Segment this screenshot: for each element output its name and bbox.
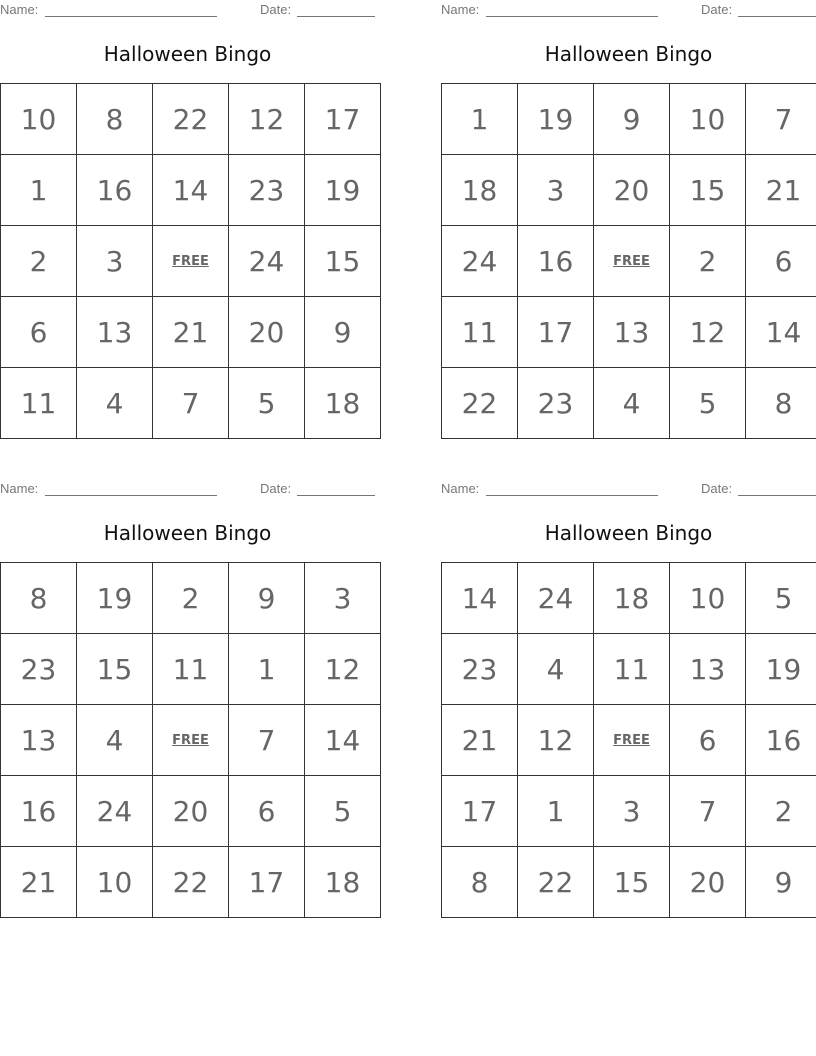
bingo-number-cell: 10 (77, 847, 153, 918)
bingo-number-cell: 5 (670, 368, 746, 439)
grid-row (1, 368, 381, 439)
bingo-number-cell: 1 (229, 634, 305, 705)
grid-row (442, 776, 816, 847)
card-header-fields (441, 2, 816, 20)
date-label: Date: (260, 2, 292, 17)
bingo-number-cell: 3 (518, 155, 594, 226)
grid-row (442, 297, 816, 368)
bingo-number-cell: 15 (305, 226, 381, 297)
bingo-grid (0, 562, 381, 918)
bingo-number-cell: 4 (518, 634, 594, 705)
bingo-number-cell: 21 (153, 297, 229, 368)
grid-row (442, 226, 816, 297)
bingo-number-cell: 11 (594, 634, 670, 705)
free-space-cell: FREE (594, 705, 670, 776)
card-header-fields (441, 481, 816, 499)
grid-row (1, 705, 381, 776)
card-title: Halloween Bingo (544, 42, 713, 66)
bingo-number-cell: 7 (229, 705, 305, 776)
bingo-number-cell: 19 (746, 634, 816, 705)
bingo-number-cell: 3 (594, 776, 670, 847)
bingo-number-cell: 24 (77, 776, 153, 847)
name-blank-line (45, 2, 217, 17)
card-title: Halloween Bingo (544, 521, 713, 545)
bingo-number-cell: 19 (77, 563, 153, 634)
bingo-number-cell: 11 (442, 297, 518, 368)
bingo-number-cell: 12 (305, 634, 381, 705)
date-blank-line (297, 481, 375, 496)
grid-row (442, 368, 816, 439)
bingo-number-cell: 20 (594, 155, 670, 226)
grid-row (1, 634, 381, 705)
bingo-number-cell: 8 (1, 563, 77, 634)
name-label: Name: (0, 2, 39, 17)
bingo-number-cell: 18 (442, 155, 518, 226)
grid-row (1, 776, 381, 847)
bingo-number-cell: 19 (305, 155, 381, 226)
bingo-number-cell: 20 (229, 297, 305, 368)
bingo-number-cell: 4 (77, 705, 153, 776)
bingo-number-cell: 17 (518, 297, 594, 368)
bingo-number-cell: 1 (1, 155, 77, 226)
bingo-number-cell: 5 (746, 563, 816, 634)
bingo-number-cell: 18 (305, 368, 381, 439)
card-header-fields (0, 2, 375, 20)
card-header-fields (0, 481, 375, 499)
bingo-number-cell: 7 (153, 368, 229, 439)
bingo-number-cell: 22 (153, 847, 229, 918)
grid-row (1, 84, 381, 155)
date-blank-line (297, 2, 375, 17)
bingo-number-cell: 7 (746, 84, 816, 155)
bingo-number-cell: 6 (670, 705, 746, 776)
bingo-number-cell: 16 (77, 155, 153, 226)
date-label: Date: (701, 2, 733, 17)
bingo-number-cell: 12 (518, 705, 594, 776)
bingo-number-cell: 24 (442, 226, 518, 297)
bingo-number-cell: 20 (153, 776, 229, 847)
bingo-number-cell: 11 (1, 368, 77, 439)
grid-row (1, 155, 381, 226)
bingo-number-cell: 9 (746, 847, 816, 918)
bingo-number-cell: 10 (1, 84, 77, 155)
bingo-number-cell: 3 (305, 563, 381, 634)
bingo-number-cell: 5 (305, 776, 381, 847)
bingo-number-cell: 21 (1, 847, 77, 918)
bingo-number-cell: 23 (518, 368, 594, 439)
bingo-number-cell: 19 (518, 84, 594, 155)
bingo-number-cell: 9 (229, 563, 305, 634)
bingo-number-cell: 18 (305, 847, 381, 918)
name-label: Name: (0, 481, 39, 496)
grid-row (1, 847, 381, 918)
name-blank-line (45, 481, 217, 496)
bingo-number-cell: 22 (518, 847, 594, 918)
bingo-number-cell: 2 (746, 776, 816, 847)
bingo-number-cell: 15 (77, 634, 153, 705)
bingo-number-cell: 2 (1, 226, 77, 297)
bingo-number-cell: 17 (305, 84, 381, 155)
grid-row (442, 847, 816, 918)
free-space-cell: FREE (594, 226, 670, 297)
grid-row (442, 563, 816, 634)
bingo-number-cell: 12 (670, 297, 746, 368)
bingo-number-cell: 13 (77, 297, 153, 368)
bingo-number-cell: 20 (670, 847, 746, 918)
bingo-number-cell: 10 (670, 84, 746, 155)
bingo-number-cell: 11 (153, 634, 229, 705)
bingo-grid (441, 562, 816, 918)
bingo-number-cell: 18 (594, 563, 670, 634)
bingo-number-cell: 2 (670, 226, 746, 297)
bingo-number-cell: 8 (77, 84, 153, 155)
date-label: Date: (260, 481, 292, 496)
bingo-number-cell: 9 (305, 297, 381, 368)
bingo-number-cell: 16 (518, 226, 594, 297)
grid-row (442, 155, 816, 226)
grid-row (442, 634, 816, 705)
bingo-number-cell: 16 (746, 705, 816, 776)
name-blank-line (486, 2, 658, 17)
bingo-number-cell: 7 (670, 776, 746, 847)
bingo-number-cell: 17 (442, 776, 518, 847)
name-label: Name: (441, 2, 480, 17)
bingo-number-cell: 23 (442, 634, 518, 705)
bingo-number-cell: 17 (229, 847, 305, 918)
grid-row (442, 84, 816, 155)
free-space-cell: FREE (153, 705, 229, 776)
card-title: Halloween Bingo (103, 521, 272, 545)
date-blank-line (738, 2, 816, 17)
bingo-number-cell: 12 (229, 84, 305, 155)
bingo-number-cell: 22 (442, 368, 518, 439)
bingo-number-cell: 15 (594, 847, 670, 918)
bingo-number-cell: 21 (746, 155, 816, 226)
bingo-number-cell: 13 (670, 634, 746, 705)
bingo-number-cell: 6 (1, 297, 77, 368)
card-title: Halloween Bingo (103, 42, 272, 66)
bingo-number-cell: 4 (594, 368, 670, 439)
bingo-number-cell: 9 (594, 84, 670, 155)
grid-row (1, 226, 381, 297)
date-label: Date: (701, 481, 733, 496)
grid-row (442, 705, 816, 776)
bingo-number-cell: 13 (594, 297, 670, 368)
bingo-number-cell: 23 (1, 634, 77, 705)
bingo-number-cell: 15 (670, 155, 746, 226)
bingo-grid (441, 83, 816, 439)
bingo-number-cell: 1 (518, 776, 594, 847)
bingo-number-cell: 21 (442, 705, 518, 776)
bingo-number-cell: 4 (77, 368, 153, 439)
bingo-number-cell: 14 (442, 563, 518, 634)
grid-row (1, 297, 381, 368)
date-blank-line (738, 481, 816, 496)
bingo-number-cell: 1 (442, 84, 518, 155)
bingo-number-cell: 14 (746, 297, 816, 368)
bingo-grid (0, 83, 381, 439)
bingo-number-cell: 8 (746, 368, 816, 439)
bingo-number-cell: 10 (670, 563, 746, 634)
free-space-cell: FREE (153, 226, 229, 297)
bingo-number-cell: 14 (305, 705, 381, 776)
name-blank-line (486, 481, 658, 496)
bingo-number-cell: 6 (229, 776, 305, 847)
name-label: Name: (441, 481, 480, 496)
bingo-number-cell: 3 (77, 226, 153, 297)
bingo-number-cell: 6 (746, 226, 816, 297)
bingo-number-cell: 14 (153, 155, 229, 226)
bingo-number-cell: 16 (1, 776, 77, 847)
bingo-number-cell: 13 (1, 705, 77, 776)
grid-row (1, 563, 381, 634)
bingo-number-cell: 22 (153, 84, 229, 155)
bingo-number-cell: 23 (229, 155, 305, 226)
bingo-number-cell: 5 (229, 368, 305, 439)
bingo-number-cell: 24 (229, 226, 305, 297)
bingo-number-cell: 24 (518, 563, 594, 634)
bingo-number-cell: 8 (442, 847, 518, 918)
bingo-number-cell: 2 (153, 563, 229, 634)
